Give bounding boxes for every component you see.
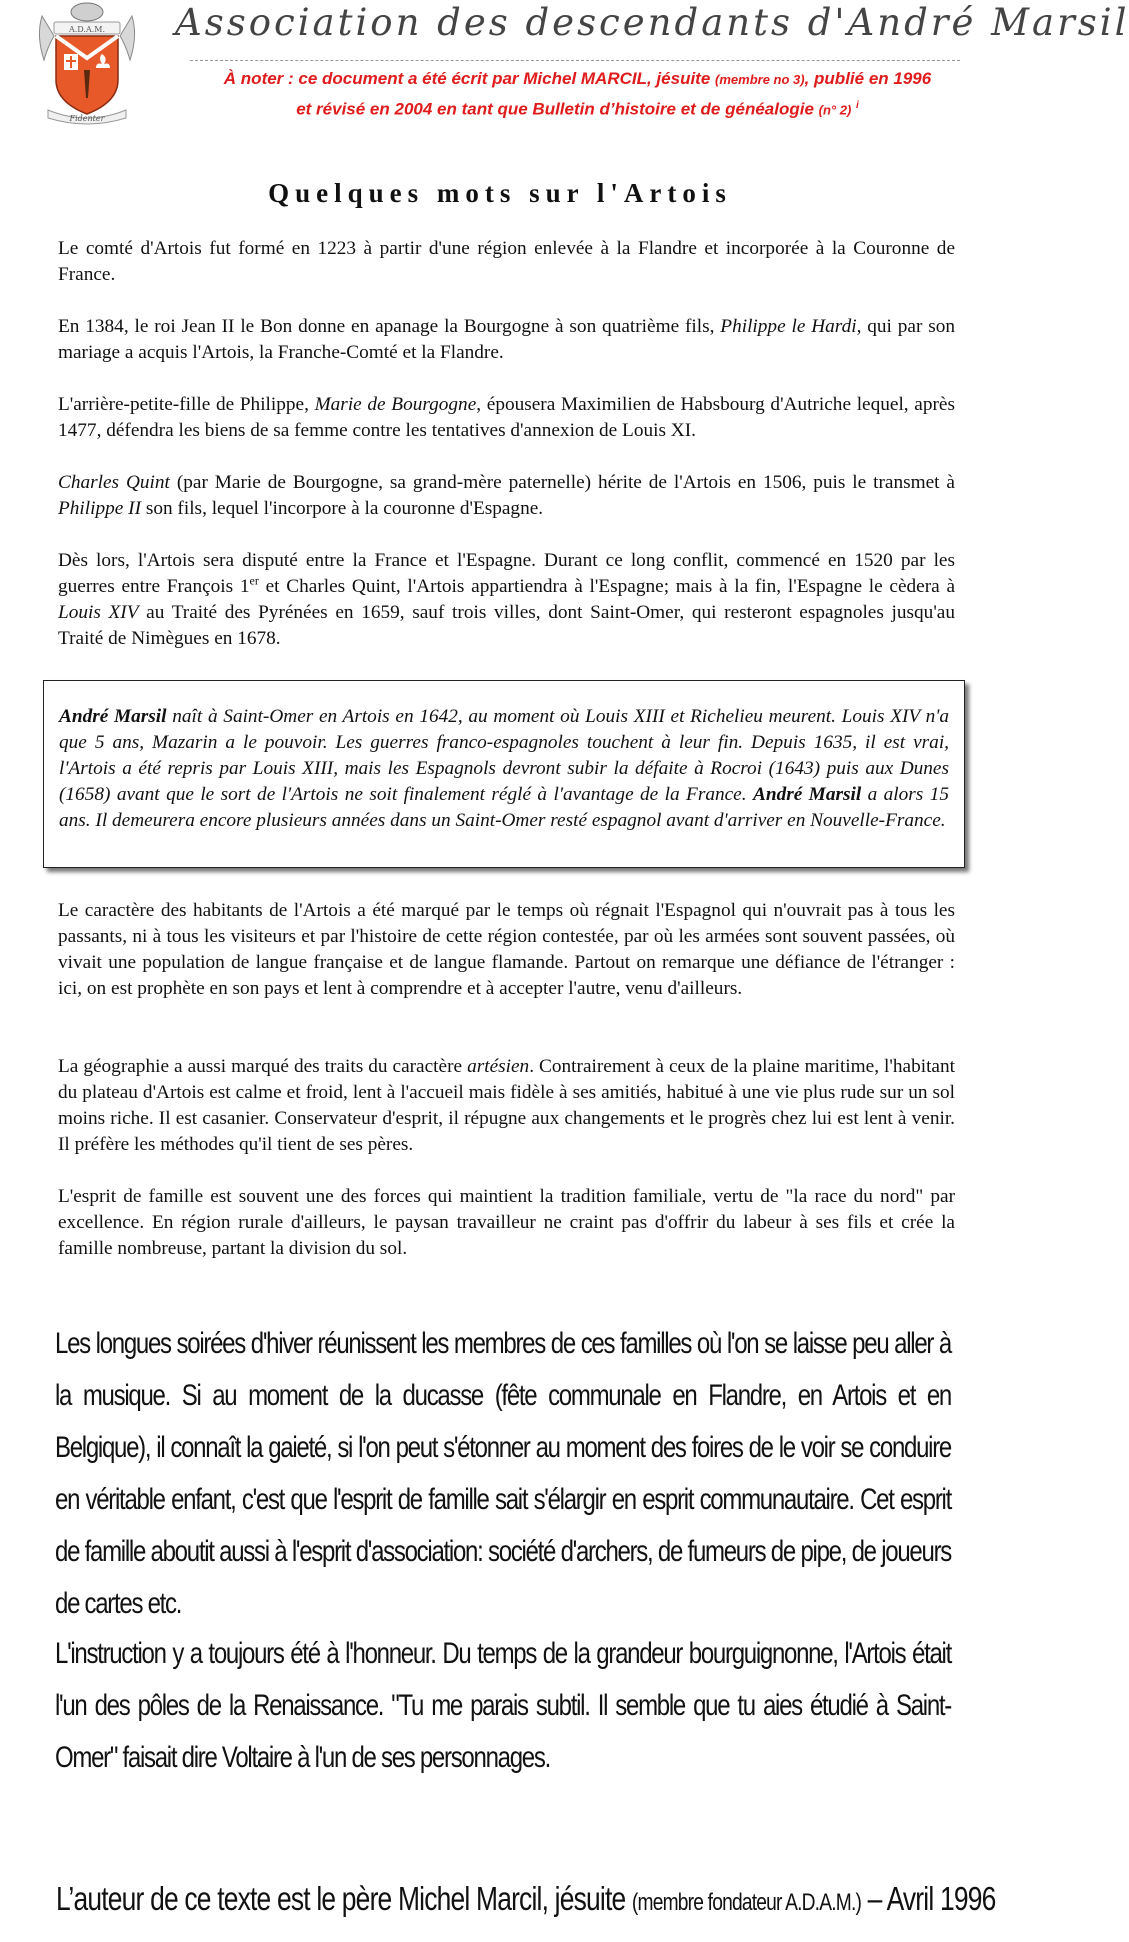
note-endnote-marker: i (856, 100, 859, 111)
italic-name: Philippe le Hardi (720, 316, 857, 337)
bold-name: André Marsil (59, 706, 167, 727)
paragraph-text: (par Marie de Bourgogne, sa grand-mère paternelle) hérite de l'Artois en 1506, puis le transmet à (169, 472, 955, 493)
paragraph-marie-de-bourgogne (58, 392, 955, 444)
paragraph-text: , épousera Maximilien de Habsbourg d'Autriche lequel, après 1477, défendra les biens de sa femme contre les tentatives d'annexion de Louis XI. (58, 394, 955, 441)
paragraph-text: son fils, lequel l'incorpore à la couronne d'Espagne. (141, 498, 544, 519)
italic-name: Charles Quint (58, 472, 170, 493)
svg-text:A.D.A.M.: A.D.A.M. (68, 25, 106, 34)
italic-name: Philippe II (58, 498, 141, 519)
paragraph-soirees-hiver: Les longues soirées d'hiver réunissent les membres de ces familles où l'on se laisse peu aller à la musique. Si au moment de la ducasse (fête communale en Flandre, en Artois et en Belgique), il connaît la gaieté, si l'on peut s'étonner au moment des foires de le voir se conduire en véritable enfant, c'est que l'esprit de famille sait s'élargir en esprit communautaire. Cet esprit de famille aboutit aussi à l'esprit d'association: société d'archers, de fumeurs de pipe, de joueurs de cartes etc. (55, 1327, 951, 1620)
paragraph-text: L'esprit de famille est souvent une des forces qui maintient la tradition familiale, vertu de "la race du nord" par excellence. En région rurale d'ailleurs, le paysan travailleur ne craint pas d'offrir du labeur à ses fils et crée la famille nombreuse, partant la division du sol. (58, 1186, 955, 1259)
paragraph-1384 (58, 314, 955, 366)
paragraph-caractere (58, 898, 955, 1002)
note-line2-small: (n° 2) (818, 102, 852, 118)
paragraph-text: . Contrairement à ceux de la plaine maritime, l'habitant du plateau d'Artois est calme et froid, lent à l'accueil mais fidèle à ses amitiés, habitué à une vie plus rude sur un sol moins riche. Il est casanier. Conservateur d'esprit, il répugne aux changements et le progrès chez lui est lent à venir. Il préfère les méthodes qu'il tient de ses pères. (58, 1056, 955, 1155)
note-line2-main: et révisé en 2004 en tant que Bulletin d’histoire et de généalogie (296, 99, 819, 119)
paragraph-instruction: L'instruction y a toujours été à l'honneur. Du temps de la grandeur bourguignonne, l'Artois était l'un des pôles de la Renaissance. "Tu me parais subtil. Il semble que tu aies étudié à Saint-Omer" faisait dire Voltaire à l'un de ses personnages. (55, 1637, 951, 1774)
header-divider (190, 60, 960, 61)
italic-name: Marie de Bourgogne (314, 394, 477, 415)
document-title: Quelques mots sur l'Artois (268, 178, 732, 208)
paragraph-text: La géographie a aussi marqué des traits du caractère (58, 1056, 468, 1077)
paragraph-des-lors (58, 548, 955, 652)
association-crest-logo (34, 2, 140, 126)
note-line1-small: (membre no 3) (715, 72, 805, 87)
association-title: Association des descendants d'André Marsil (175, 1, 1129, 44)
paragraph-charles-quint (58, 470, 955, 522)
footer-small-text: (membre fondateur A.D.A.M.) (631, 1889, 862, 1916)
italic-name: Louis XIV (58, 602, 139, 623)
publication-note (190, 66, 965, 124)
svg-text:Fidenter: Fidenter (69, 114, 105, 123)
paragraph-geographie (58, 1054, 955, 1158)
paragraph-text: Le comté d'Artois fut formé en 1223 à partir d'une région enlevée à la Flandre et incorporée à la Couronne de France. (58, 238, 955, 285)
footer-text: L’auteur de ce texte est le père Michel Marcil, jésuite (56, 1880, 632, 1917)
paragraph-text: et Charles Quint, l'Artois appartiendra à l'Espagne; mais à la fin, l'Espagne le cèdera à (258, 576, 956, 597)
andre-marsil-box (43, 680, 965, 868)
note-line1-main: À noter : ce document a été écrit par Michel MARCIL, jésuite (223, 69, 716, 88)
paragraph-comte-artois (58, 236, 955, 288)
bold-name: André Marsil (752, 784, 862, 805)
paragraph-esprit-famille (58, 1184, 955, 1262)
footer-date: – Avril 1996 (861, 1880, 996, 1917)
author-footer (56, 1880, 996, 1918)
superscript: er (249, 573, 259, 588)
box-text (59, 704, 949, 834)
box-text-part: naît à Saint-Omer en Artois en 1642, au moment où Louis XIII et Richelieu meurent. Louis XIV n'a que 5 ans, Mazarin a le pouvoir. Les guerres franco-espagnoles touchent à leur fin. Depuis 1635, il est vrai, l'Artois a été repris par Louis XIII, mais les Espagnols devront subir la défaite à Rocroi (1643) puis aux Dunes (1658) avant que le sort de l'Artois ne soit finalement réglé à l'avantage de la France. (59, 706, 949, 805)
paragraph-text: En 1384, le roi Jean II le Bon donne en apanage la Bourgogne à son quatrième fils, (58, 316, 721, 337)
paragraph-text: L'arrière-petite-fille de Philippe, (58, 394, 315, 415)
paragraph-text: , qui par son mariage a acquis l'Artois, la Franche-Comté et la Flandre. (58, 316, 955, 363)
italic-word: artésien (467, 1056, 530, 1077)
paragraph-text: Le caractère des habitants de l'Artois a été marqué par le temps où régnait l'Espagnol qui n'ouvrait pas à tous les passants, ni à tous les visiteurs et par l'histoire de cette région contestée, par où les armées sont souvent passées, où vivait une population de langue française et de langue flamande. Partout on remarque une défiance de l'étranger : ici, on est prophète en son pays et lent à comprendre et à accepter l'autre, venu d'ailleurs. (58, 900, 955, 999)
box-text-part: a alors 15 ans. Il demeurera encore plusieurs années dans un Saint-Omer resté espagnol avant d'arriver en Nouvelle-France. (59, 784, 950, 831)
note-line1-end: , publié en 1996 (804, 69, 932, 88)
paragraph-text: au Traité des Pyrénées en 1659, sauf trois villes, dont Saint-Omer, qui resteront espagnoles jusqu'au Traité de Nimègues en 1678. (58, 602, 955, 649)
paragraph-text: Dès lors, l'Artois sera disputé entre la France et l'Espagne. Durant ce long conflit, commencé en 1520 par les guerres entre François 1 (58, 550, 955, 597)
